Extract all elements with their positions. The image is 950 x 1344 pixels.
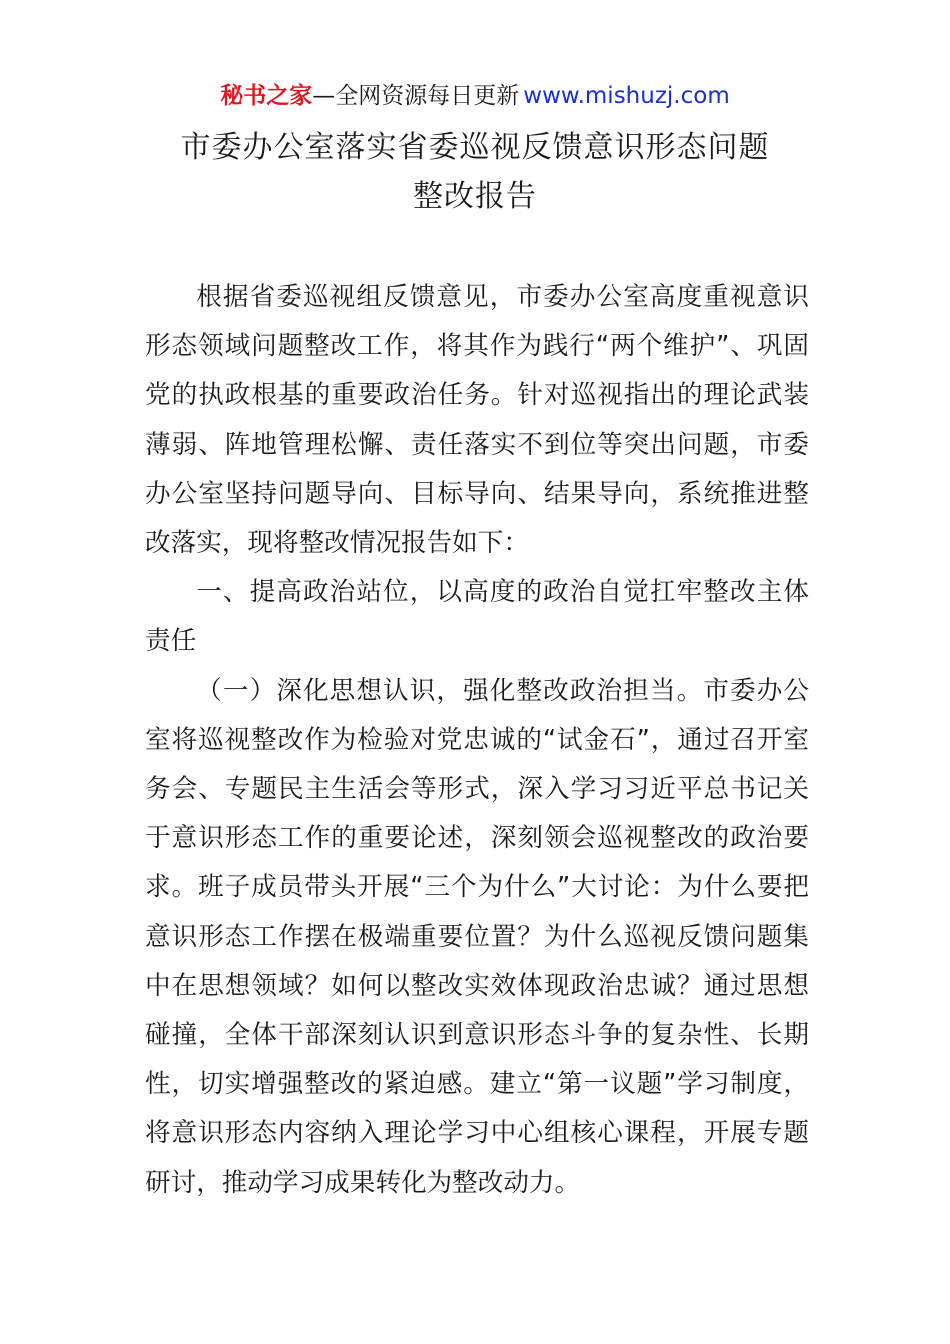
title-line-2: 整改报告 <box>413 179 537 214</box>
document-title <box>0 123 950 221</box>
title-line-1: 市委办公室落实省委巡视反馈意识形态问题 <box>180 130 770 165</box>
site-header <box>0 80 950 112</box>
subsection-paragraph-1: （一）深化思想认识，强化整改政治担当。市委办公室将巡视整改作为检验对党忠诚的“试金石”，通过召开室务会、专题民主生活会等形式，深入学习习近平总书记关于意识形态工作的重要论述，深刻领会巡视整改的政治要求。班子成员带头开展“三个为什么”大讨论：为什么要把意识形态工作摆在极端重要位置？为什么巡视反馈问题集中在思想领域？如何以整改实效体现政治忠诚？通过思想碰撞，全体干部深刻认识到意识形态斗争的复杂性、长期性，切实增强整改的紧迫感。建立“第一议题”学习制度，将意识形态内容纳入理论学习中心组核心课程，开展专题研讨，推动学习成果转化为整改动力。 <box>145 675 809 1198</box>
header-tagline: —全网资源每日更新 <box>312 83 520 109</box>
intro-paragraph: 根据省委巡视组反馈意见，市委办公室高度重视意识形态领域问题整改工作，将其作为践行“两个维护”、巩固党的执政根基的重要政治任务。针对巡视指出的理论武装薄弱、阵地管理松懈、责任落实不到位等突出问题，市委办公室坚持问题导向、目标导向、结果导向，系统推进整改落实，现将整改情况报告如下： <box>145 282 809 559</box>
site-url-link[interactable]: www.mishuzj.com <box>523 83 730 109</box>
section-heading-1: 一、提高政治站位，以高度的政治自觉扛牢整改主体责任 <box>145 577 809 657</box>
document-body <box>145 273 809 1208</box>
brand-name: 秘书之家 <box>220 83 313 109</box>
